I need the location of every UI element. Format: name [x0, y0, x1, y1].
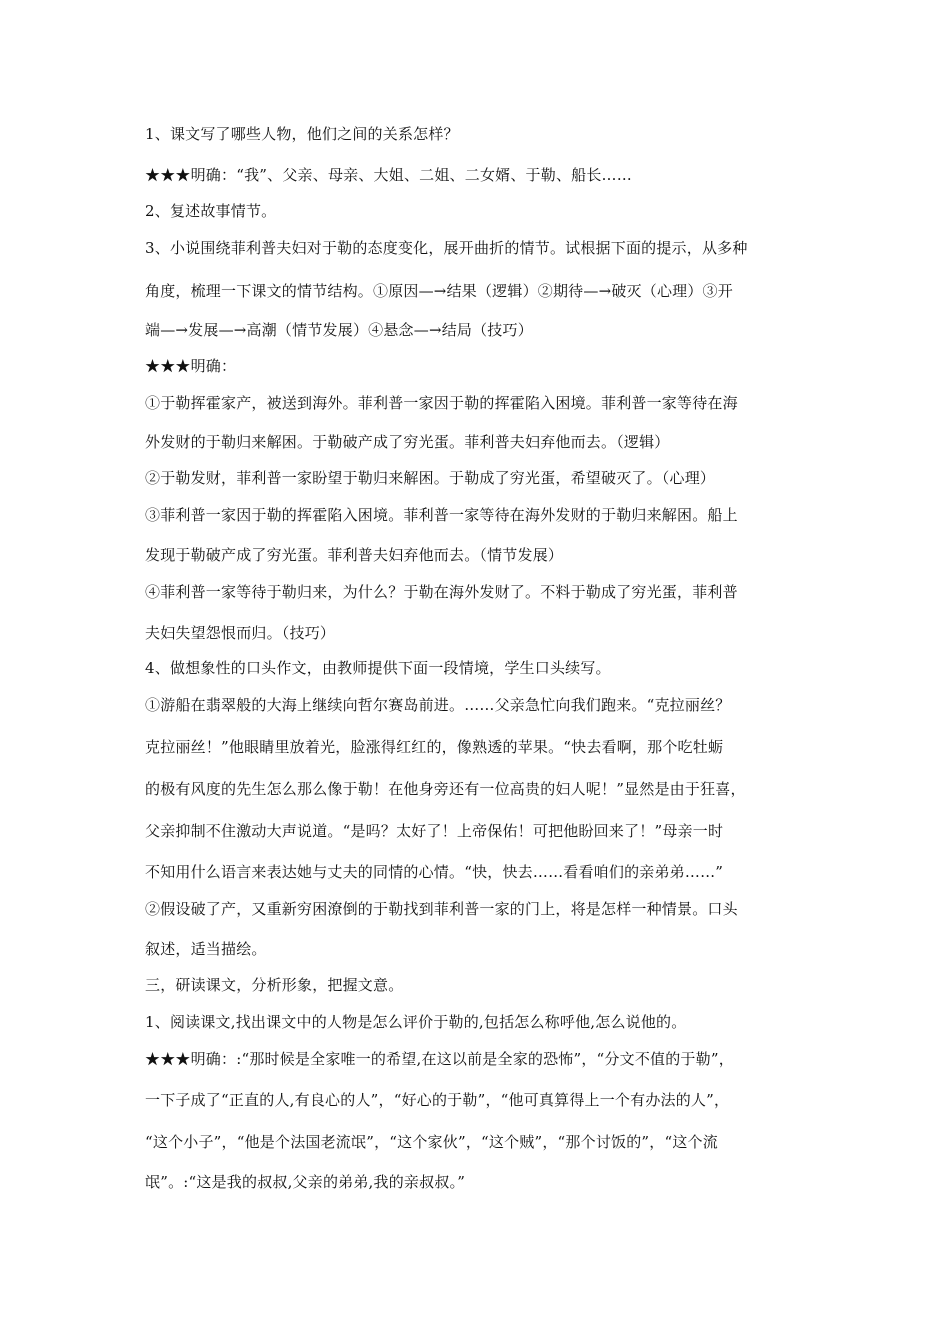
question-2: 2、复述故事情节。: [145, 202, 277, 220]
section-3-answer-line-2: 一下子成了“正直的人,有良心的人”，“好心的于勒”，“他可真算得上一个有办法的人”，: [145, 1091, 730, 1109]
scenario-2-line-1: ②假设破了产，又重新穷困潦倒的于勒找到菲利普一家的门上，将是怎样一种情景。口头: [145, 900, 738, 918]
answer-3-item-2: ②于勒发财，菲利普一家盼望于勒归来解困。于勒成了穷光蛋，希望破灭了。（心理）: [145, 469, 716, 487]
answer-3-heading: ★★★明确：: [145, 357, 237, 375]
answer-3-item-1-line-1: ①于勒挥霍家产，被送到海外。菲利普一家因于勒的挥霍陷入困境。菲利普一家等待在海: [145, 394, 738, 412]
scenario-1-line-1: ①游船在翡翠般的大海上继续向哲尔赛岛前进。……父亲急忙向我们跑来。“克拉丽丝？: [145, 696, 731, 714]
answer-3-item-3-line-2: 发现于勒破产成了穷光蛋。菲利普夫妇弃他而去。（情节发展）: [145, 546, 564, 564]
scenario-2-line-2: 叙述，适当描绘。: [145, 940, 267, 958]
answer-3-item-4-line-2: 夫妇失望怨恨而归。（技巧）: [145, 624, 336, 642]
scenario-1-line-2: 克拉丽丝！”他眼睛里放着光，脸涨得红红的，像熟透的苹果。“快去看啊，那个吃牡蛎: [145, 738, 724, 756]
section-3-heading: 三，研读课文，分析形象，把握文意。: [145, 976, 404, 994]
answer-1: ★★★明确：“我”、父亲、母亲、大姐、二姐、二女婿、于勒、船长……: [145, 166, 632, 184]
question-4: 4、做想象性的口头作文，由教师提供下面一段情境，学生口头续写。: [145, 659, 611, 677]
question-1: 1、课文写了哪些人物，他们之间的关系怎样？: [145, 125, 459, 143]
section-3-answer-line-4: 氓”。:“这是我的叔叔,父亲的弟弟,我的亲叔叔。”: [145, 1173, 466, 1191]
question-3-line-3: 端—→发展—→高潮（情节发展）④悬念—→结局（技巧）: [145, 321, 533, 339]
answer-3-item-1-line-2: 外发财的于勒归来解困。于勒破产成了穷光蛋。菲利普夫妇弃他而去。（逻辑）: [145, 433, 670, 451]
answer-3-item-3-line-1: ③菲利普一家因于勒的挥霍陷入困境。菲利普一家等待在海外发财的于勒归来解困。船上: [145, 506, 738, 524]
scenario-1-line-5: 不知用什么语言来表达她与丈夫的同情的心情。“快，快去……看看咱们的亲弟弟……”: [145, 863, 724, 881]
section-3-answer-line-1: ★★★明确：:“那时候是全家唯一的希望,在这以前是全家的恐怖”，“分文不值的于勒”，: [145, 1050, 734, 1068]
scenario-1-line-3: 的极有风度的先生怎么那么像于勒！在他身旁还有一位高贵的妇人呢！”显然是由于狂喜，: [145, 780, 746, 798]
answer-3-item-4-line-1: ④菲利普一家等待于勒归来，为什么？于勒在海外发财了。不料于勒成了穷光蛋，菲利普: [145, 583, 738, 601]
question-3-line-1: 3、小说围绕菲利普夫妇对于勒的态度变化，展开曲折的情节。试根据下面的提示，从多种: [145, 239, 748, 257]
scenario-1-line-4: 父亲抑制不住激动大声说道。“是吗？太好了！上帝保佑！可把他盼回来了！”母亲一时: [145, 822, 724, 840]
section-3-answer-line-3: “这个小子”，“他是个法国老流氓”，“这个家伙”，“这个贼”，“那个讨饭的”，“这个流: [145, 1133, 718, 1151]
section-3-question-1: 1、阅读课文,找出课文中的人物是怎么评价于勒的,包括怎么称呼他,怎么说他的。: [145, 1013, 687, 1031]
question-3-line-2: 角度，梳理一下课文的情节结构。①原因—→结果（逻辑）②期待—→破灭（心理）③开: [145, 282, 733, 300]
